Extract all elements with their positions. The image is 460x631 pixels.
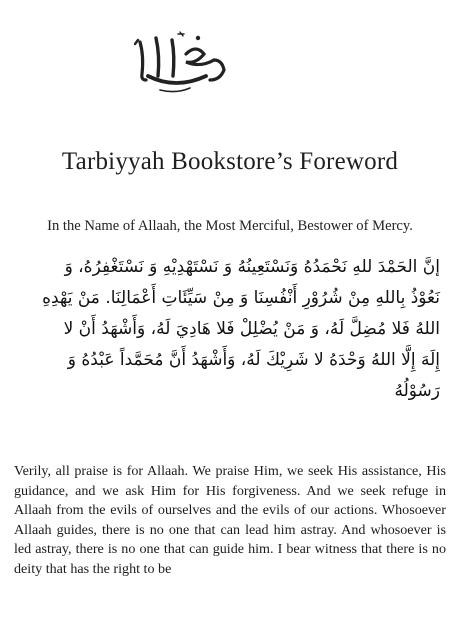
arabic-line: اللهُ فَلا مُضِلَّ لَهُ، وَ مَنْ يُضْلِلْ فَلا هَادِيَ لَهُ، وَأَشْهَدُ أَنْ لا xyxy=(63,319,440,339)
page-title: Tarbiyyah Bookstore’s Foreword xyxy=(61,148,399,175)
arabic-line: إِلَهَ إِلَّا اللهُ وَحْدَهُ لا شَرِيْكَ لَهُ، وَأَشْهَدُ أَنَّ مُحَمَّداً عَبْدُهُ وَ xyxy=(67,350,440,370)
english-translation-paragraph: Verily, all praise is for Allaah. We praise Him, we seek His assistance, His guidance, and we ask Him for His forgiveness. And we seek refuge in Allaah from the evils of ourselves and the evils of our actions. Whosoever Allaah guides, there is no one that can lead him astray. And whosoever is led astray, there is no one that can guide him. I bear witness that there is no deity that has the right to be xyxy=(14,463,446,577)
arabic-line: إنَّ الحَمْدَ للهِ نَحْمَدُهُ وَنَسْتَعِينُهُ وَ نَسْتَهْدِيْهِ وَ نَسْتَغْفِرُهُ، وَ xyxy=(64,257,440,277)
arabic-calligraphy-icon xyxy=(130,30,230,96)
arabic-line: رَسُوْلُهُ xyxy=(394,381,440,401)
arabic-khutbah-text xyxy=(20,252,440,407)
calligraphy-ornament xyxy=(130,30,230,96)
arabic-line: نَعُوْذُ بِاللهِ مِنْ شُرُوْرِ أَنْفُسِنَا وَ مِنْ سَيِّئَاتِ أَعْمَالِنَا. مَنْ يَهْدِهِ xyxy=(42,288,440,308)
basmala-translation: In the Name of Allaah, the Most Merciful, Bestower of Mercy. xyxy=(47,218,413,234)
